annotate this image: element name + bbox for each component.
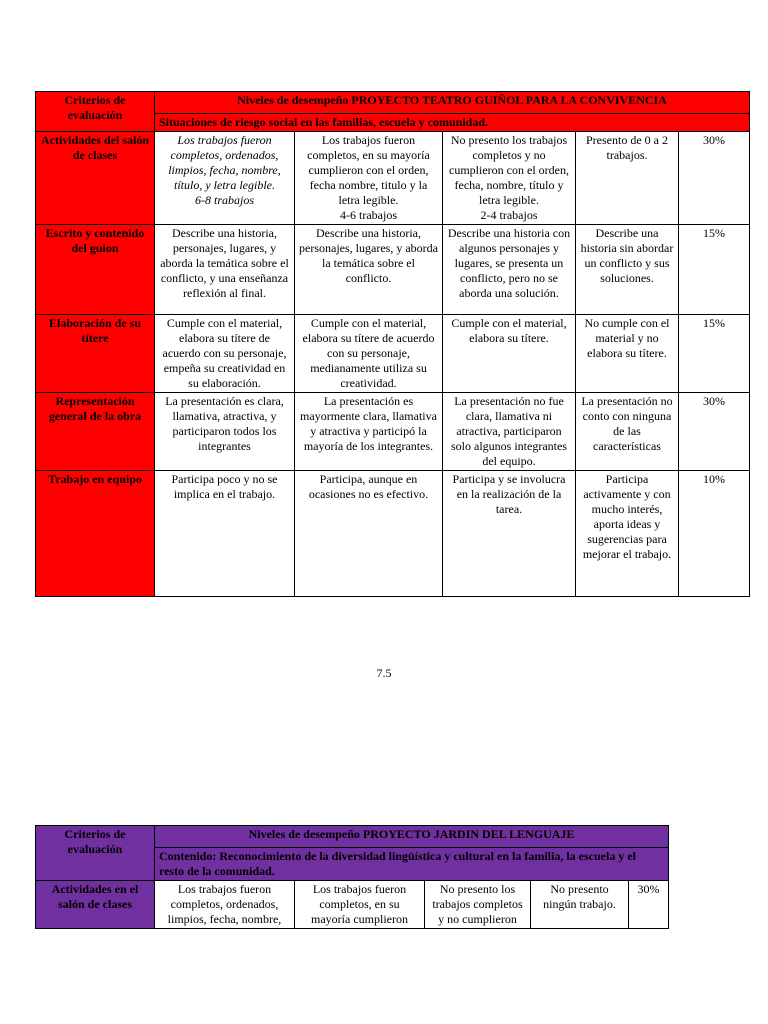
level-cell: No cumple con el material y no elabora su títere. [576, 315, 679, 393]
table-row [36, 132, 750, 225]
levels-header: Niveles de desempeño PROYECTO JARDIN DEL LENGUAJE [155, 826, 669, 848]
criterion-cell: Actividades en el salón de clases [36, 881, 155, 929]
level-cell: Participa y se involucra en la realización de la tarea. [443, 471, 576, 597]
level-cell: La presentación es mayormente clara, llamativa y atractiva y participó la mayoría de los integrantes. [295, 393, 443, 471]
level-cell: La presentación es clara, llamativa, atractiva, y participaron todos los integrantes [155, 393, 295, 471]
level-cell [155, 132, 295, 225]
level-cell: La presentación no fue clara, llamativa ni atractiva, participaron solo algunos integrantes del equipo. [443, 393, 576, 471]
level-cell: No presento ningún trabajo. [531, 881, 629, 929]
level-count: 2-4 trabajos [480, 208, 538, 222]
level-cell: Cumple con el material, elabora su títere. [443, 315, 576, 393]
level-cell: La presentación no conto con ninguna de las características [576, 393, 679, 471]
rubric-table-teatro [35, 91, 750, 597]
page-number: 7.5 [376, 666, 392, 680]
level-cell: Describe una historia con algunos personajes y lugares, se presenta un conflicto, pero no se aborda una solución. [443, 225, 576, 315]
level-cell: Presento de 0 a 2 trabajos. [576, 132, 679, 225]
criterion-cell: Representación general de la obra [36, 393, 155, 471]
weight-cell: 30% [629, 881, 669, 929]
level-text: Los trabajos fueron completos, en su mayoría cumplieron con el orden, fecha nombre, titulo y la letra legible. [307, 133, 430, 207]
table-row [36, 881, 669, 929]
level-text: Los trabajos fueron completos, ordenados, limpios, fecha, nombre, título, y letra legible. [168, 133, 281, 192]
subheader: Situaciones de riesgo social en las familias, escuela y comunidad. [155, 114, 750, 132]
table-row [36, 393, 750, 471]
level-cell [295, 132, 443, 225]
level-cell: Cumple con el material, elabora su títere de acuerdo con su personaje, medianamente utiliza su creatividad. [295, 315, 443, 393]
criterion-cell: Trabajo en equipo [36, 471, 155, 597]
level-cell: Participa, aunque en ocasiones no es efectivo. [295, 471, 443, 597]
level-count: 4-6 trabajos [340, 208, 397, 222]
criterion-cell: Actividades del salón de clases [36, 132, 155, 225]
weight-cell: 30% [679, 393, 750, 471]
weight-cell: 15% [679, 315, 750, 393]
table-row [36, 471, 750, 597]
level-cell: Participa poco y no se implica en el trabajo. [155, 471, 295, 597]
criteria-header: Criterios de evaluación [36, 92, 155, 132]
weight-cell: 30% [679, 132, 750, 225]
level-cell: Participa activamente y con mucho interés, aporta ideas y sugerencias para mejorar el trabajo. [576, 471, 679, 597]
weight-cell: 10% [679, 471, 750, 597]
criteria-header: Criterios de evaluación [36, 826, 155, 881]
level-count: 6-8 trabajos [194, 193, 254, 207]
level-cell: Los trabajos fueron completos, en su mayoría cumplieron [295, 881, 425, 929]
level-cell [443, 132, 576, 225]
level-text: No presento los trabajos completos y no cumplieron con el orden, fecha, nombre, título y letra legible. [449, 133, 569, 207]
level-cell: Cumple con el material, elabora su títere de acuerdo con su personaje, empeña su creatividad en su elaboración. [155, 315, 295, 393]
weight-cell: 15% [679, 225, 750, 315]
table-row [36, 225, 750, 315]
rubric-table-jardin [35, 825, 669, 929]
level-cell: Describe una historia, personajes, lugares, y aborda la temática sobre el conflicto. [295, 225, 443, 315]
table-row [36, 315, 750, 393]
criterion-cell: Escrito y contenido del guion [36, 225, 155, 315]
level-cell: Los trabajos fueron completos, ordenados, limpios, fecha, nombre, [155, 881, 295, 929]
levels-header: Niveles de desempeño PROYECTO TEATRO GUIÑOL PARA LA CONVIVENCIA [155, 92, 750, 114]
level-cell: Describe una historia, personajes, lugares, y aborda la temática sobre el conflicto, y una enseñanza reflexión al final. [155, 225, 295, 315]
level-cell: No presento los trabajos completos y no cumplieron [425, 881, 531, 929]
criterion-cell: Elaboración de su títere [36, 315, 155, 393]
level-cell: Describe una historia sin abordar un conflicto y sus soluciones. [576, 225, 679, 315]
subheader: Contenido: Reconocimiento de la diversidad lingüística y cultural en la familia, la escuela y el resto de la comunidad. [155, 848, 669, 881]
